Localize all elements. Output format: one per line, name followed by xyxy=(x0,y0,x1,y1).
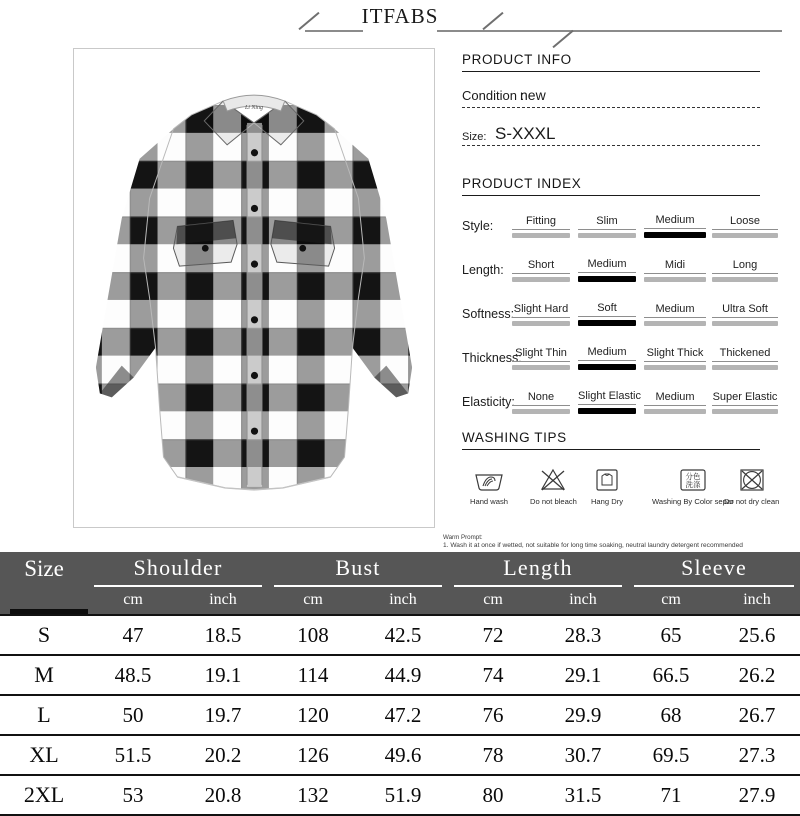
cell-value: 78 xyxy=(482,742,504,767)
size-column-header: Size xyxy=(0,552,88,614)
table-row xyxy=(0,774,800,816)
index-option-label: Ultra Soft xyxy=(712,303,778,318)
brand-title: ITFABS xyxy=(361,4,439,28)
size-dashed-line xyxy=(462,145,760,146)
condition-label: Condition : xyxy=(462,88,525,103)
index-option[interactable] xyxy=(644,391,706,414)
do-not-bleach-icon-label: Do not bleach xyxy=(530,497,577,506)
group-header-sleeve xyxy=(628,552,800,614)
cell-value: 29.1 xyxy=(564,662,602,687)
wash-by-color-icon xyxy=(676,466,710,494)
cell-value: 80 xyxy=(482,782,504,807)
cell-value: 29.9 xyxy=(564,702,602,727)
group-header-label: Shoulder xyxy=(133,555,223,580)
index-option-bar xyxy=(578,233,636,238)
hand-wash-icon-label: Hand wash xyxy=(470,497,508,506)
cell-value: 47 xyxy=(122,622,144,647)
index-option[interactable] xyxy=(512,259,570,282)
subheader-inch: inch xyxy=(209,590,237,608)
subheader-cm: cm xyxy=(123,590,143,608)
product-photo-shirt xyxy=(74,49,434,527)
cell-value: 48.5 xyxy=(114,662,152,687)
product-index-rows xyxy=(462,200,782,416)
cell-value: 18.5 xyxy=(204,622,242,647)
index-option[interactable] xyxy=(578,390,641,414)
cell-value: 76 xyxy=(482,702,504,727)
index-option-bar-selected xyxy=(644,232,706,238)
index-row-label: Style: xyxy=(462,219,494,233)
cell-value: 47.2 xyxy=(384,702,422,727)
index-option-bar xyxy=(512,321,570,326)
index-option-bar xyxy=(512,277,570,282)
hang-dry-icon xyxy=(590,466,624,494)
index-row-label: Length: xyxy=(462,263,504,277)
size-chart-table xyxy=(0,552,800,816)
subheader-inch: inch xyxy=(569,590,597,608)
index-option-label: Short xyxy=(512,259,570,274)
index-option-bar xyxy=(512,409,570,414)
cell-value: 120 xyxy=(297,702,329,727)
shirt-right-pocket xyxy=(271,220,335,266)
condition-field xyxy=(462,88,782,110)
index-row-length xyxy=(462,244,782,284)
index-option[interactable] xyxy=(644,214,706,238)
cell-value: 25.6 xyxy=(738,622,776,647)
index-row-softness xyxy=(462,288,782,328)
index-option-label: Medium xyxy=(644,303,706,318)
group-subheaders xyxy=(88,587,268,613)
do-not-dry-clean-icon xyxy=(735,466,769,494)
index-option-label: Fitting xyxy=(512,215,570,230)
cell-value: 71 xyxy=(660,782,682,807)
cell-value: 69.5 xyxy=(652,742,690,767)
index-option-label: Medium xyxy=(644,214,706,229)
index-option[interactable] xyxy=(644,347,706,370)
cell-value: 132 xyxy=(297,782,329,807)
index-option-bar xyxy=(712,409,778,414)
product-photo-frame[interactable] xyxy=(73,48,435,528)
cell-value: 44.9 xyxy=(384,662,422,687)
size-label: Size: xyxy=(462,131,487,143)
index-option[interactable] xyxy=(512,215,570,238)
index-row-label: Elasticity: xyxy=(462,395,515,409)
index-option-label: Super Elastic xyxy=(712,391,778,406)
group-subheaders xyxy=(448,587,628,613)
cell-value: 20.8 xyxy=(204,782,242,807)
wash-by-color-icon-group xyxy=(652,466,734,506)
cell-value: 28.3 xyxy=(564,622,602,647)
index-option-bar-selected xyxy=(578,408,636,414)
group-header-length xyxy=(448,552,628,614)
subheader-cm: cm xyxy=(303,590,323,608)
index-option-label: Slight Elastic xyxy=(578,390,636,405)
index-option-label: Medium xyxy=(578,346,636,361)
svg-text:洗涤: 洗涤 xyxy=(685,480,701,489)
hand-wash-icon xyxy=(472,466,506,494)
index-option-bar xyxy=(712,233,778,238)
product-index-heading: PRODUCT INDEX xyxy=(462,176,760,196)
brand-tick-icon xyxy=(552,30,573,48)
index-option[interactable] xyxy=(512,347,570,370)
group-subheaders xyxy=(628,587,800,613)
washing-tips-heading: WASHING TIPS xyxy=(462,430,760,450)
table-row xyxy=(0,614,800,654)
index-option-bar xyxy=(644,409,706,414)
hand-wash-icon-group xyxy=(470,466,508,506)
cell-value: 26.7 xyxy=(738,702,776,727)
cell-value: 20.2 xyxy=(204,742,242,767)
index-option-bar xyxy=(512,365,570,370)
cell-value: 30.7 xyxy=(564,742,602,767)
size-chart-body xyxy=(0,614,800,816)
brand-rule-right xyxy=(437,30,782,32)
index-option[interactable] xyxy=(712,215,778,238)
table-row xyxy=(0,654,800,694)
cell-value: 50 xyxy=(122,702,144,727)
warm-prompt-line-1: 1. Wash it at once if wetted, not suitable for long time soaking, neutral laundry detergent recommended xyxy=(443,542,743,549)
index-row-thickness xyxy=(462,332,782,372)
cell-value: 126 xyxy=(297,742,329,767)
cell-value: 19.1 xyxy=(204,662,242,687)
index-option-bar xyxy=(712,365,778,370)
warm-prompt-title: Warm Prompt: xyxy=(443,534,483,541)
size-value: S-XXXL xyxy=(495,124,556,143)
cell-value: 68 xyxy=(660,702,682,727)
group-header-bust xyxy=(268,552,448,614)
cell-size: XL xyxy=(29,742,59,767)
cell-size: 2XL xyxy=(23,782,65,807)
do-not-dry-clean-icon-label: Do not dry clean xyxy=(724,497,780,506)
cell-value: 19.7 xyxy=(204,702,242,727)
size-chart-header xyxy=(0,552,800,614)
cell-size: L xyxy=(37,702,51,727)
warm-prompt xyxy=(443,534,795,549)
cell-value: 27.3 xyxy=(738,742,776,767)
table-row xyxy=(0,734,800,774)
cell-value: 51.9 xyxy=(384,782,422,807)
index-option[interactable] xyxy=(712,347,778,370)
table-row xyxy=(0,694,800,734)
index-option-bar-selected xyxy=(578,320,636,326)
index-option-label: Medium xyxy=(578,258,636,273)
cell-value: 65 xyxy=(660,622,682,647)
cell-value: 51.5 xyxy=(114,742,152,767)
index-option-label: Slight Hard xyxy=(512,303,570,318)
cell-value: 74 xyxy=(482,662,504,687)
cell-value: 26.2 xyxy=(738,662,776,687)
shirt-left-pocket xyxy=(173,220,237,266)
size-field xyxy=(462,126,782,148)
subheader-cm: cm xyxy=(483,590,503,608)
washing-tips-section xyxy=(462,430,782,518)
do-not-dry-clean-icon-group xyxy=(724,466,779,506)
hang-dry-icon-group xyxy=(590,466,624,506)
cell-size: S xyxy=(37,622,51,647)
index-option-label: Slight Thick xyxy=(644,347,706,362)
index-row-label: Thickness: xyxy=(462,351,522,365)
index-option-bar xyxy=(644,365,706,370)
index-option[interactable] xyxy=(578,346,636,370)
subheader-inch: inch xyxy=(389,590,417,608)
group-header-label: Length xyxy=(503,555,573,580)
brand-rule-left xyxy=(305,30,363,32)
index-option[interactable] xyxy=(578,258,636,282)
index-option[interactable] xyxy=(644,259,706,282)
group-header-label: Sleeve xyxy=(681,555,747,580)
index-option-label: Long xyxy=(712,259,778,274)
info-column xyxy=(462,52,782,518)
index-option-bar xyxy=(512,233,570,238)
index-option[interactable] xyxy=(512,303,570,326)
index-option-bar xyxy=(712,277,778,282)
svg-text:Li Ning: Li Ning xyxy=(244,104,264,111)
index-option-bar xyxy=(644,321,706,326)
index-option-bar-selected xyxy=(578,276,636,282)
condition-value: new xyxy=(520,87,546,103)
subheader-cm: cm xyxy=(661,590,681,608)
index-row-style xyxy=(462,200,782,240)
group-header-label: Bust xyxy=(335,555,381,580)
cell-value: 114 xyxy=(297,662,329,687)
index-option-label: Medium xyxy=(644,391,706,406)
do-not-bleach-icon xyxy=(536,466,570,494)
index-option[interactable] xyxy=(644,303,706,326)
condition-dashed-line xyxy=(462,107,760,108)
group-subheaders xyxy=(268,587,448,613)
index-option-bar-selected xyxy=(578,364,636,370)
index-option-label: Soft xyxy=(578,302,636,317)
cell-value: 66.5 xyxy=(652,662,690,687)
index-row-label: Softness: xyxy=(462,307,515,321)
group-header-shoulder xyxy=(88,552,268,614)
index-option[interactable] xyxy=(712,303,778,326)
product-info-heading: PRODUCT INFO xyxy=(462,52,760,72)
wash-by-color-icon-label: Washing By Color separ xyxy=(652,497,734,506)
svg-text:分色: 分色 xyxy=(685,472,701,481)
index-option-label: Thickened xyxy=(712,347,778,362)
cell-size: M xyxy=(34,662,54,687)
do-not-bleach-icon-group xyxy=(530,466,577,506)
cell-value: 72 xyxy=(482,622,504,647)
index-option[interactable] xyxy=(712,259,778,282)
index-option-label: Midi xyxy=(644,259,706,274)
index-option[interactable] xyxy=(578,215,636,238)
index-option[interactable] xyxy=(512,391,570,414)
index-row-elasticity xyxy=(462,376,782,416)
index-option[interactable] xyxy=(712,391,778,414)
washing-icons-row xyxy=(462,466,782,518)
cell-value: 42.5 xyxy=(384,622,422,647)
subheader-inch: inch xyxy=(743,590,771,608)
index-option-label: Slight Thin xyxy=(512,347,570,362)
index-option[interactable] xyxy=(578,302,636,326)
brand-header xyxy=(0,0,800,42)
hang-dry-icon-label: Hang Dry xyxy=(590,497,624,506)
index-option-bar xyxy=(712,321,778,326)
cell-value: 27.9 xyxy=(738,782,776,807)
index-option-label: Slim xyxy=(578,215,636,230)
cell-value: 49.6 xyxy=(384,742,422,767)
index-option-label: Loose xyxy=(712,215,778,230)
index-option-bar xyxy=(644,277,706,282)
cell-value: 53 xyxy=(122,782,144,807)
cell-value: 108 xyxy=(297,622,329,647)
cell-value: 31.5 xyxy=(564,782,602,807)
index-option-label: None xyxy=(512,391,570,406)
